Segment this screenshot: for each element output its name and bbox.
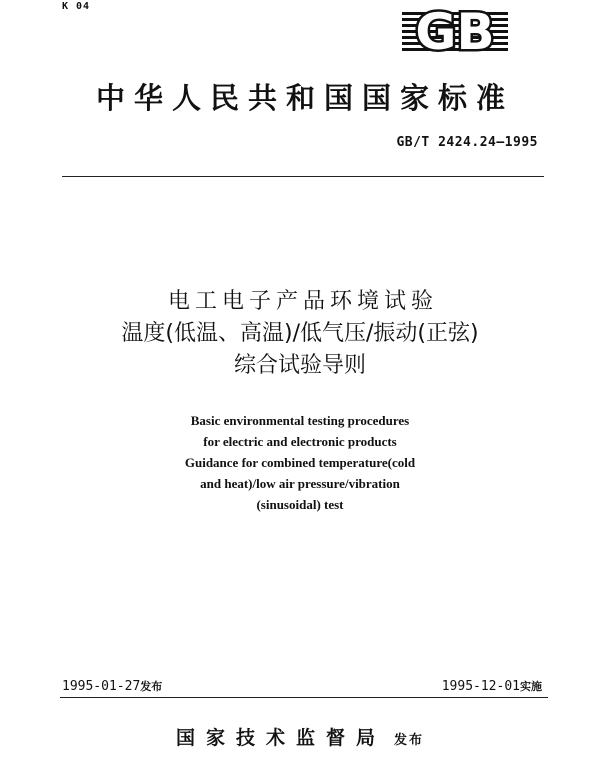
english-title [0,410,600,515]
chinese-title-line: 电工电子产品环境试验 [167,289,438,314]
publisher-line [0,723,600,750]
header-divider [62,176,544,177]
issue-date [62,678,162,694]
implementation-date [442,678,542,694]
footer-divider [60,697,548,698]
implementation-date-label: 实施 [520,680,542,693]
english-title-line: (sinusoidal) test [256,497,344,512]
chinese-title [0,286,600,382]
gb-logo [400,4,510,56]
standard-number: GB/T 2424.24—1995 [396,135,538,150]
chinese-title-line: 温度(低温、高温)/低气压/振动(正弦) [121,321,479,346]
national-standard-title: 中华人民共和国国家标准 [95,81,514,115]
classification-code: K 04 [62,1,91,12]
english-title-line: Basic environmental testing procedures [190,413,410,428]
gb-logo-text: GB [415,4,495,56]
issue-date-value: 1995-01-27 [62,679,141,694]
english-title-line: and heat)/low air pressure/vibration [200,476,400,491]
publisher-action: 发布 [394,733,425,748]
implementation-date-value: 1995-12-01 [441,679,520,694]
english-title-line: Guidance for combined temperature(cold [184,455,416,470]
chinese-title-line: 综合试验导则 [233,353,366,378]
issue-date-label: 发布 [140,680,163,693]
publisher-name: 国家技术监督局 [175,727,386,749]
english-title-line: for electric and electronic products [203,434,397,449]
